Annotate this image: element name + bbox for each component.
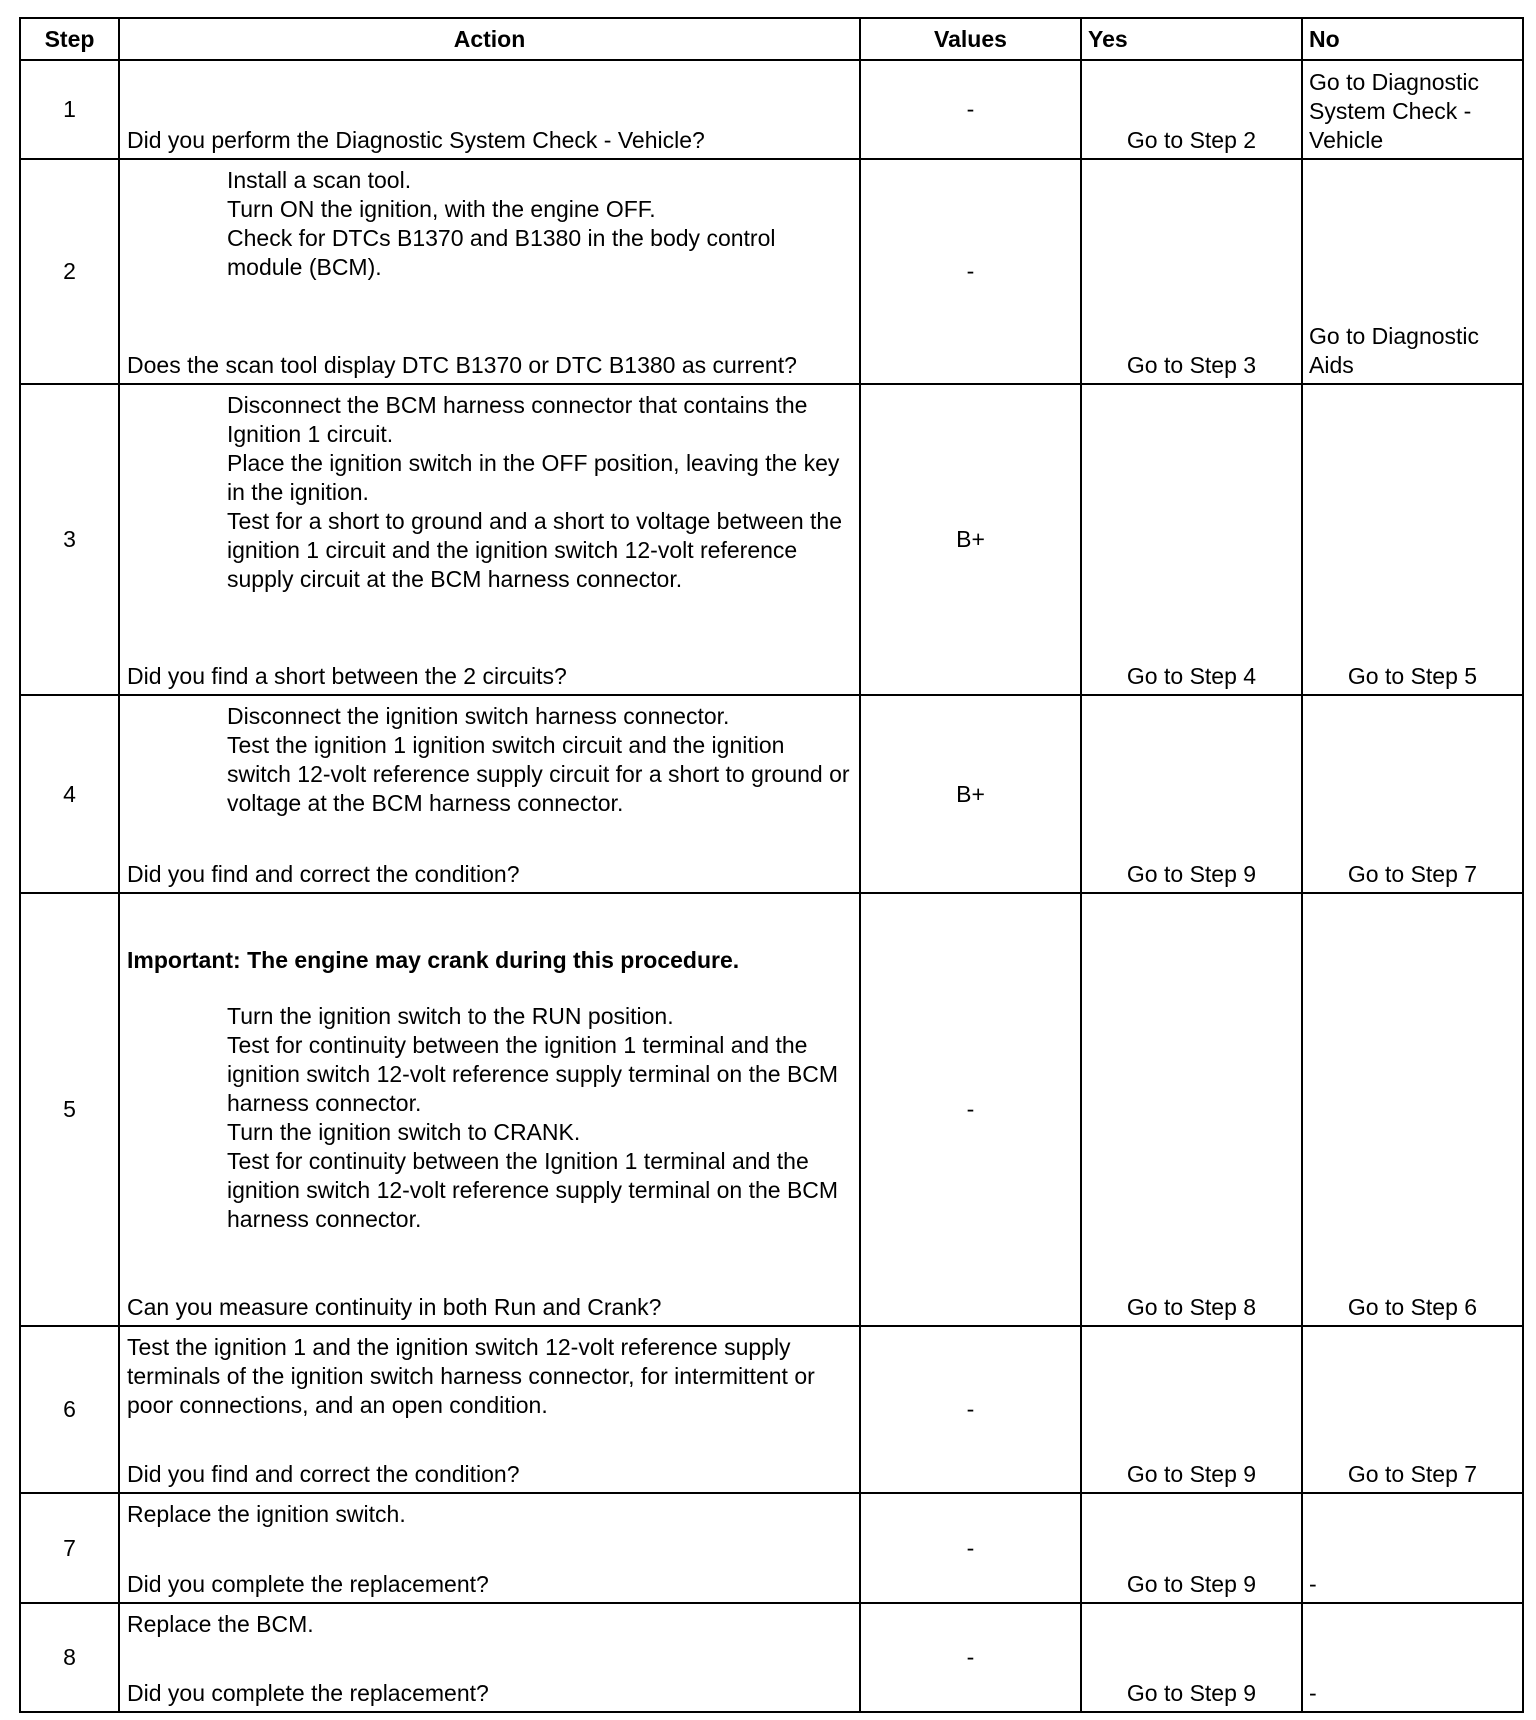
table-row — [20, 1326, 1523, 1493]
no-goto-link: - — [1309, 1680, 1317, 1706]
action-step-item: Turn the ignition switch to the RUN position. — [227, 1003, 674, 1029]
diagnostic-table-sheet — [19, 17, 1522, 1706]
header-yes: Yes — [1081, 18, 1302, 60]
no-cell — [1302, 1603, 1523, 1712]
yes-cell — [1081, 893, 1302, 1326]
action-question: Did you perform the Diagnostic System Check - Vehicle? — [127, 127, 705, 153]
action-step-item: Install a scan tool. — [227, 167, 412, 193]
header-values: Values — [860, 18, 1081, 60]
action-content — [127, 1500, 853, 1599]
no-cell — [1302, 159, 1523, 384]
action-steps-list — [127, 166, 853, 282]
step-number-cell: 1 — [20, 60, 119, 159]
action-question: Did you find and correct the condition? — [127, 1461, 520, 1487]
table-body — [20, 60, 1523, 1712]
action-question: Did you find a short between the 2 circuits? — [127, 663, 567, 689]
step-number-cell: 6 — [20, 1326, 119, 1493]
value-cell: B+ — [860, 384, 1081, 695]
no-cell — [1302, 893, 1523, 1326]
step-number-cell: 7 — [20, 1493, 119, 1603]
yes-goto-link: Go to Step 9 — [1126, 1571, 1257, 1597]
action-content — [127, 391, 853, 691]
value-cell: - — [860, 1603, 1081, 1712]
action-step-item: Disconnect the ignition switch harness connector. — [227, 703, 730, 729]
action-content — [127, 67, 853, 155]
action-lead-text: Test the ignition 1 and the ignition switch 12-volt reference supply terminals of the ignition switch harness connector, for intermittent or poor connections, and an open condition. — [127, 1334, 815, 1418]
no-cell — [1302, 695, 1523, 893]
header-step: Step — [20, 18, 119, 60]
action-step-item: Test for continuity between the Ignition 1 terminal and the ignition switch 12-volt reference supply terminal on the BCM harness connector. — [227, 1148, 839, 1232]
action-lead-text: Replace the ignition switch. — [127, 1501, 406, 1527]
step-number-cell: 3 — [20, 384, 119, 695]
action-question: Did you complete the replacement? — [127, 1571, 489, 1597]
action-content — [127, 702, 853, 889]
yes-goto-link: Go to Step 8 — [1126, 1294, 1257, 1320]
action-step-item: Turn the ignition switch to CRANK. — [227, 1119, 581, 1145]
no-cell — [1302, 60, 1523, 159]
action-step-item: Turn ON the ignition, with the engine OFF. — [227, 196, 656, 222]
action-step-item: Disconnect the BCM harness connector that contains the Ignition 1 circuit. — [227, 392, 808, 447]
action-cell — [119, 159, 860, 384]
yes-goto-link: Go to Step 9 — [1126, 1461, 1257, 1487]
important-note: Important: The engine may crank during this procedure. — [127, 947, 740, 973]
step-number-cell: 5 — [20, 893, 119, 1326]
yes-cell — [1081, 60, 1302, 159]
yes-goto-link: Go to Step 9 — [1126, 861, 1257, 887]
value-cell: B+ — [860, 695, 1081, 893]
action-content — [127, 1610, 853, 1708]
action-content — [127, 900, 853, 1322]
no-goto-link: Go to Step 7 — [1347, 861, 1478, 887]
action-question: Did you complete the replacement? — [127, 1680, 489, 1706]
action-question: Does the scan tool display DTC B1370 or DTC B1380 as current? — [127, 352, 797, 378]
yes-goto-link: Go to Step 4 — [1126, 663, 1257, 689]
no-goto-link: Go to Diagnostic System Check - Vehicle — [1309, 69, 1480, 153]
value-cell: - — [860, 159, 1081, 384]
header-no: No — [1302, 18, 1523, 60]
action-lead-text: Replace the BCM. — [127, 1611, 314, 1637]
no-goto-link: Go to Step 7 — [1347, 1461, 1478, 1487]
action-step-item: Check for DTCs B1370 and B1380 in the body control module (BCM). — [227, 225, 776, 280]
table-row — [20, 1603, 1523, 1712]
table-row — [20, 695, 1523, 893]
value-cell: - — [860, 893, 1081, 1326]
header-row — [20, 18, 1523, 60]
action-step-item: Test for a short to ground and a short to voltage between the ignition 1 circuit and the ignition switch 12-volt reference supply circuit at the BCM harness connector. — [227, 508, 843, 592]
no-cell — [1302, 1326, 1523, 1493]
no-cell — [1302, 1493, 1523, 1603]
no-goto-link: Go to Step 5 — [1347, 663, 1478, 689]
header-action: Action — [119, 18, 860, 60]
action-step-item: Test for continuity between the ignition 1 terminal and the ignition switch 12-volt reference supply terminal on the BCM harness connector. — [227, 1032, 839, 1116]
yes-cell — [1081, 384, 1302, 695]
action-steps-list — [127, 391, 853, 594]
step-number-cell: 2 — [20, 159, 119, 384]
table-row — [20, 384, 1523, 695]
yes-goto-link: Go to Step 3 — [1126, 352, 1257, 378]
value-cell: - — [860, 1493, 1081, 1603]
action-cell — [119, 60, 860, 159]
action-cell — [119, 893, 860, 1326]
no-goto-link: - — [1309, 1571, 1317, 1597]
action-question: Did you find and correct the condition? — [127, 861, 520, 887]
value-cell: - — [860, 60, 1081, 159]
table-row — [20, 893, 1523, 1326]
table-row — [20, 159, 1523, 384]
no-cell — [1302, 384, 1523, 695]
action-cell — [119, 384, 860, 695]
action-cell — [119, 1603, 860, 1712]
action-steps-list — [127, 1002, 853, 1234]
table-row — [20, 60, 1523, 159]
yes-cell — [1081, 695, 1302, 893]
yes-goto-link: Go to Step 2 — [1126, 127, 1257, 153]
table-row — [20, 1493, 1523, 1603]
step-number-cell: 4 — [20, 695, 119, 893]
yes-cell — [1081, 159, 1302, 384]
action-content — [127, 166, 853, 380]
yes-goto-link: Go to Step 9 — [1126, 1680, 1257, 1706]
action-cell — [119, 695, 860, 893]
action-content — [127, 1333, 853, 1489]
action-step-item: Place the ignition switch in the OFF position, leaving the key in the ignition. — [227, 450, 840, 505]
yes-cell — [1081, 1326, 1302, 1493]
value-cell: - — [860, 1326, 1081, 1493]
action-cell — [119, 1326, 860, 1493]
step-number-cell: 8 — [20, 1603, 119, 1712]
action-cell — [119, 1493, 860, 1603]
no-goto-link: Go to Step 6 — [1347, 1294, 1478, 1320]
action-question: Can you measure continuity in both Run and Crank? — [127, 1294, 662, 1320]
yes-cell — [1081, 1493, 1302, 1603]
no-goto-link: Go to Diagnostic Aids — [1309, 323, 1480, 378]
action-steps-list — [127, 702, 853, 818]
diagnostic-table — [19, 17, 1524, 1713]
action-step-item: Test the ignition 1 ignition switch circuit and the ignition switch 12-volt reference supply circuit for a short to ground or voltage at the BCM harness connector. — [227, 732, 850, 816]
yes-cell — [1081, 1603, 1302, 1712]
